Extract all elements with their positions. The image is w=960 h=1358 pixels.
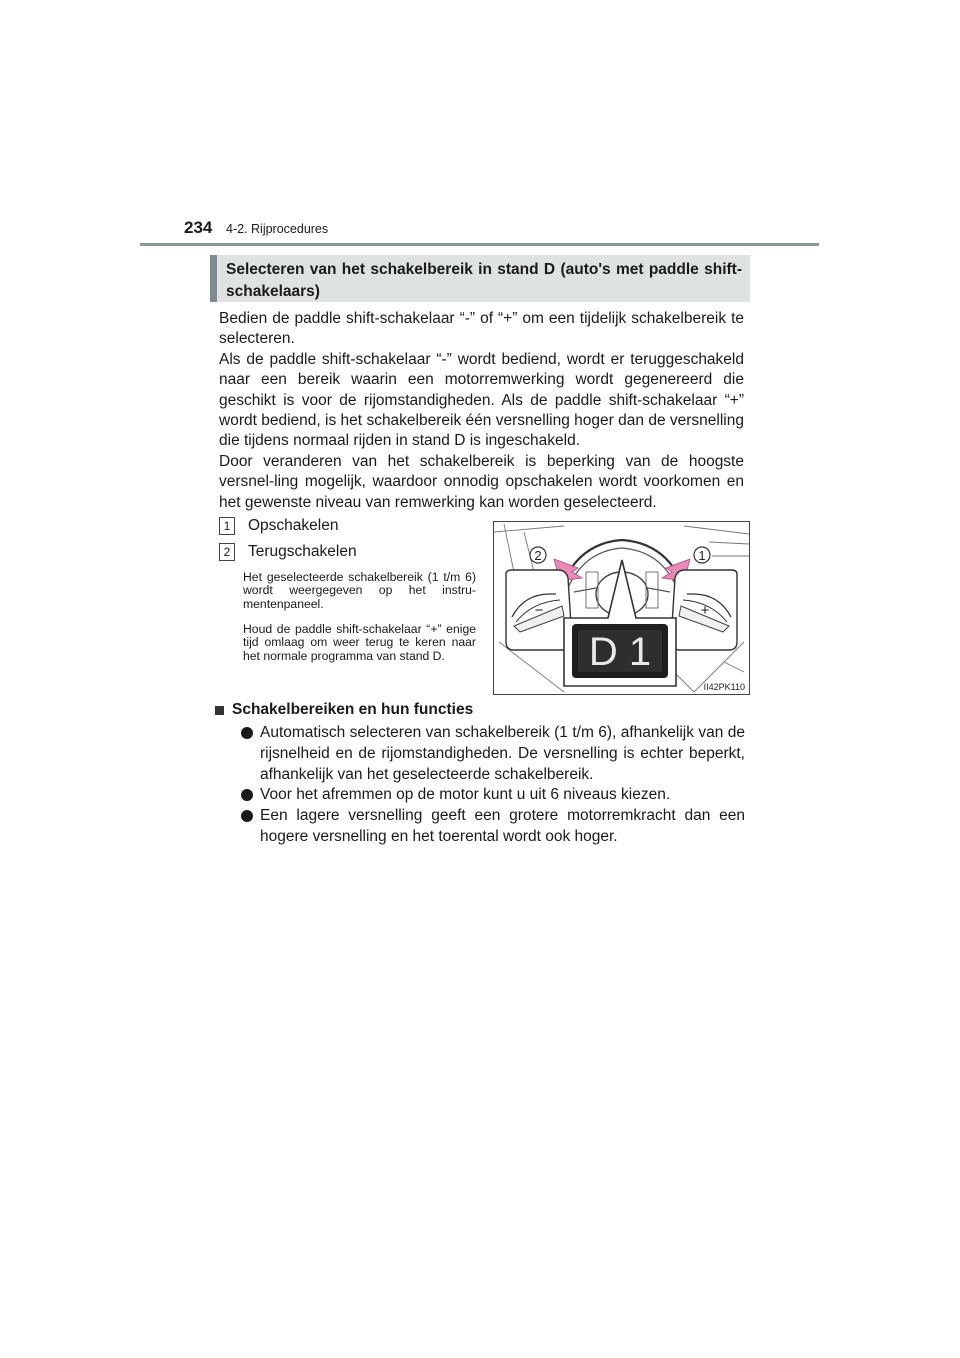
item-label-downshift: Terugschakelen: [248, 543, 357, 560]
page-number: 234: [184, 218, 213, 237]
callout-2: 2: [534, 548, 542, 563]
figure-code: II42PK110: [703, 682, 745, 692]
section-reference: 4-2. Rijprocedures: [226, 222, 329, 236]
body-paragraph-1: Bedien de paddle shift-schakelaar “-” of “+” om een tijdelijk schakelbereik te selecteren.: [219, 310, 744, 348]
minus-paddle-label: −: [534, 602, 544, 619]
list-item-text: Automatisch selecteren van schakelbereik (1 t/m 6), afhankelijk van de rijsnelheid en de rijomstandigheden. De versnelling is echter beperkt, afhankelijk van het geselecteerde schakelbereik.: [260, 724, 745, 783]
bullet-dot-icon: [241, 727, 253, 739]
body-text: [219, 309, 744, 513]
section-title: Selecteren van het schakelbereik in stand D (auto's met paddle shift-schakelaars): [210, 255, 750, 302]
plus-paddle-label: +: [700, 602, 710, 619]
list-item: [241, 784, 745, 805]
callout-1: 1: [698, 548, 706, 563]
item-number-2: 2: [219, 543, 235, 561]
item-number-1: 1: [219, 517, 235, 535]
body-paragraph-3: Door veranderen van het schakelbereik is beperking van de hoogste versnel-ling mogelijk, waardoor onnodig opschakelen wordt voorkomen en het gewenste niveau van remwerking kan worden geselecteerd.: [219, 452, 744, 511]
item-downshift: [219, 543, 357, 561]
header-rule: [140, 243, 819, 246]
item-upshift: [219, 517, 338, 535]
list-item: [241, 722, 745, 785]
paddle-shift-illustration: [493, 521, 750, 695]
square-bullet-icon: [215, 706, 224, 715]
steering-wheel-drawing: [494, 522, 749, 694]
item-label-upshift: Opschakelen: [248, 517, 339, 534]
list-item-text: Een lagere versnelling geeft een grotere motorremkracht dan een hogere versnelling en het toerental wordt ook hoger.: [260, 807, 745, 845]
subsection-heading-text: Schakelbereiken en hun functies: [232, 701, 474, 718]
bullet-dot-icon: [241, 789, 253, 801]
list-item: [241, 805, 745, 847]
list-item-text: Voor het afremmen op de motor kunt u uit 6 niveaus kiezen.: [260, 786, 671, 803]
note-display: Het geselecteerde schakelbereik (1 t/m 6) wordt weergegeven op het instru-mentenpaneel.: [243, 570, 476, 611]
bullet-dot-icon: [241, 810, 253, 822]
subsection-heading: [215, 701, 473, 719]
gear-display: D 1: [588, 630, 652, 674]
note-hold-plus: Houd de paddle shift-schakelaar “+” enige tijd omlaag om weer terug te keren naar het normale programma van stand D.: [243, 622, 476, 663]
body-paragraph-2: Als de paddle shift-schakelaar “-” wordt bediend, wordt er teruggeschakeld naar een bereik waarin een motorremwerking wordt gegenereerd die geschikt is voor de rijomstandigheden. Als de paddle shift-schakelaar “+” wordt bediend, is het schakelbereik één versnelling hoger dan de versnelling die tijdens normaal rijden in stand D is ingeschakeld.: [219, 350, 744, 450]
